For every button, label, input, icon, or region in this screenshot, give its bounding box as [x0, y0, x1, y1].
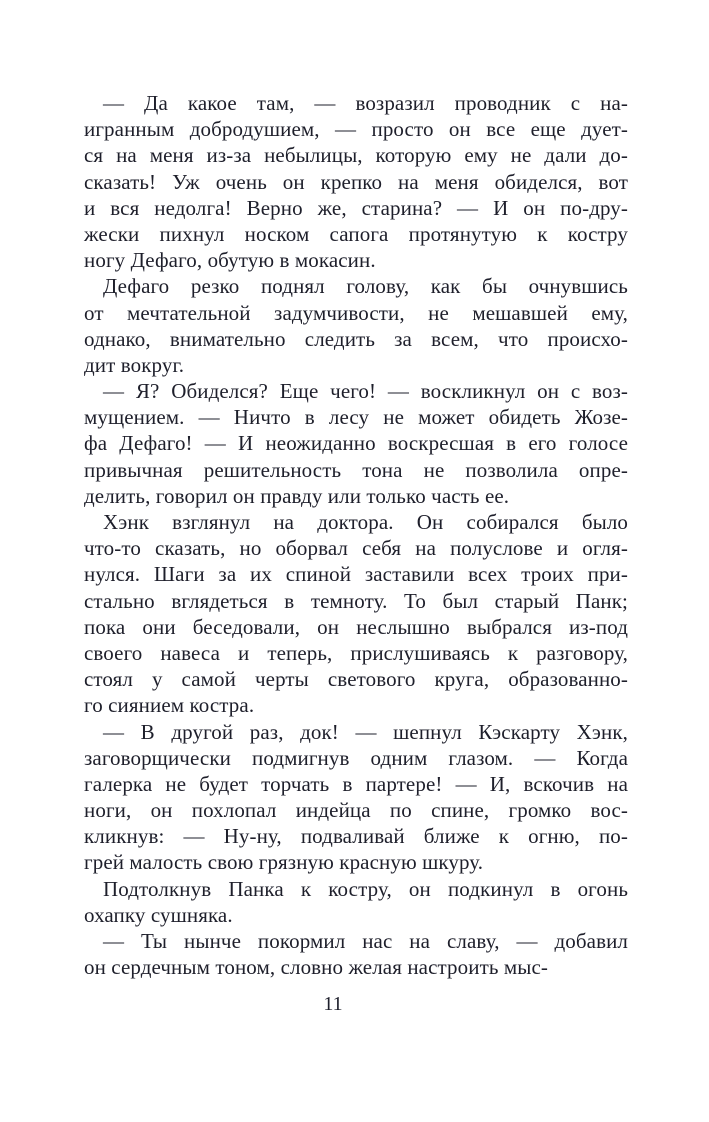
- text-line: — В другой раз, док! — шепнул Кэскарту Хэнк,: [103, 719, 628, 744]
- text-line: делить, говорил он правду или только часть ее.: [84, 483, 510, 508]
- text-line: кликнув: — Ну-ну, подваливай ближе к огню, по-: [84, 824, 628, 849]
- text-paragraph: [84, 719, 628, 876]
- text-line: — Ты нынче покормил нас на славу, — добавил: [103, 929, 628, 953]
- text-line: — Да какое там, — возразил проводник с на-: [103, 91, 628, 115]
- text-line: Подтолкнув Панка к костру, он подкинул в огонь: [103, 876, 628, 901]
- text-line: сказать! Уж очень он крепко на меня обиделся, вот: [84, 169, 628, 194]
- text-line: стально вглядеться в темноту. То был старый Панк;: [84, 588, 628, 613]
- text-line: фа Дефаго! — И неожиданно воскресшая в его голосе: [84, 431, 628, 456]
- page-text: [84, 90, 628, 980]
- text-line: — Я? Обиделся? Еще чего! — воскликнул он с воз-: [103, 379, 628, 404]
- text-line: Хэнк взглянул на доктора. Он собирался было: [103, 510, 628, 534]
- text-line: ногу Дефаго, обутую в мокасин.: [84, 248, 376, 273]
- text-paragraph: [84, 378, 628, 509]
- text-line: от мечтательной задумчивости, не мешавшей ему,: [84, 300, 628, 325]
- text-line: своего навеса и теперь, прислушиваясь к разговору,: [84, 640, 628, 665]
- text-line: игранным добродушием, — просто он все еще дует-: [84, 117, 628, 142]
- text-line: дит вокруг.: [84, 352, 185, 377]
- text-line: грей малость свою грязную красную шкуру.: [84, 850, 484, 875]
- text-paragraph: [84, 928, 628, 980]
- text-line: стоял у самой черты светового круга, образованно-: [84, 667, 628, 692]
- text-line: Дефаго резко поднял голову, как бы очнувшись: [103, 274, 628, 299]
- text-line: пока они беседовали, он неслышно выбрался из-под: [84, 614, 628, 639]
- text-line: мущением. — Ничто в лесу не может обидеть Жозе-: [84, 405, 628, 430]
- text-line: что-то сказать, но оборвал себя на полуслове и огля-: [84, 536, 628, 561]
- text-line: галерка не будет торчать в партере! — И, вскочив на: [84, 771, 628, 796]
- text-line: го сиянием костра.: [84, 693, 255, 718]
- text-line: привычная решительность тона не позволила опре-: [84, 457, 628, 482]
- text-paragraph: [84, 509, 628, 719]
- text-line: жески пихнул носком сапога протянутую к костру: [84, 221, 628, 246]
- text-paragraph: [84, 273, 628, 378]
- text-paragraph: [84, 90, 628, 273]
- text-line: он сердечным тоном, словно желая настроить мыс-: [84, 955, 549, 980]
- page-number: 11: [323, 993, 343, 1015]
- text-line: однако, внимательно следить за всем, что происхо-: [84, 326, 628, 351]
- text-line: ся на меня из-за небылицы, которую ему не дали до-: [84, 143, 628, 168]
- text-line: и вся недолга! Верно же, старина? — И он по-дру-: [84, 195, 628, 220]
- text-line: ноги, он похлопал индейца по спине, громко вос-: [84, 798, 628, 823]
- text-line: нулся. Шаги за их спиной заставили всех троих при-: [84, 562, 628, 587]
- text-paragraph: [84, 876, 628, 928]
- text-line: охапку сушняка.: [84, 902, 233, 927]
- text-line: заговорщически подмигнув одним глазом. — Когда: [84, 745, 628, 770]
